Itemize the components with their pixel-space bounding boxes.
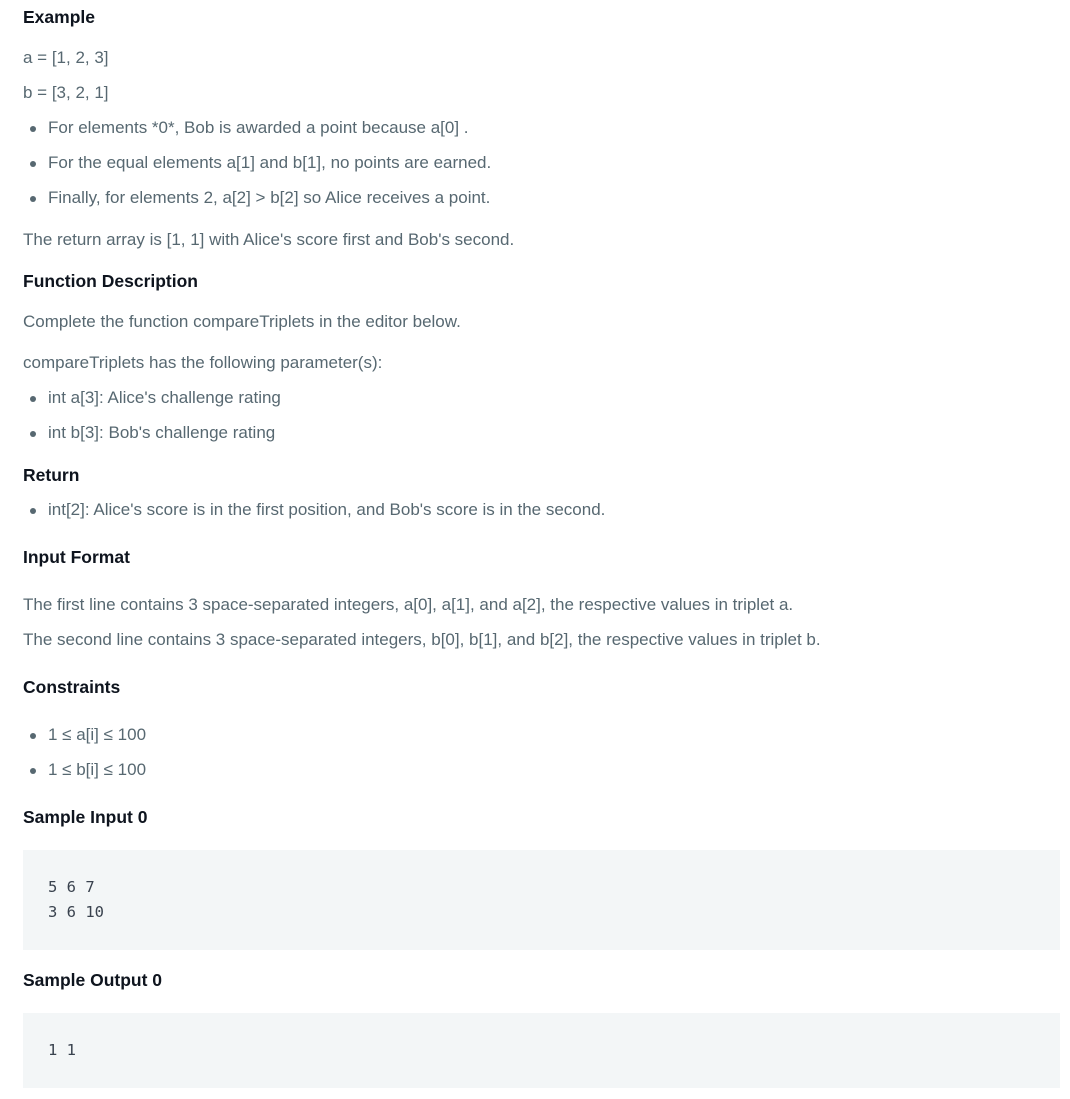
- list-item: 1 ≤ b[i] ≤ 100: [48, 760, 147, 779]
- list-item: Finally, for elements 2, a[2] > b[2] so Alice receives a point.: [48, 188, 491, 207]
- return-heading: Return: [23, 465, 80, 485]
- input-format-line: The second line contains 3 space-separated integers, b[0], b[1], and b[2], the respective values in triplet b.: [23, 630, 821, 649]
- sample-input-heading: Sample Input 0: [23, 807, 148, 827]
- example-a-line: a = [1, 2, 3]: [23, 48, 109, 67]
- sample-input-code: 5 6 7 3 6 10: [48, 878, 104, 921]
- list-item: For elements *0*, Bob is awarded a point because a[0] .: [48, 118, 469, 137]
- sample-output-heading: Sample Output 0: [23, 970, 163, 990]
- function-description-heading: Function Description: [23, 271, 198, 291]
- input-format-heading: Input Format: [23, 547, 130, 567]
- sample-output-code: 1 1: [48, 1041, 76, 1059]
- input-format-line: The first line contains 3 space-separated integers, a[0], a[1], and a[2], the respective values in triplet a.: [23, 595, 794, 614]
- sample-output-codeblock: [23, 1013, 1060, 1088]
- list-item: int b[3]: Bob's challenge rating: [48, 423, 276, 442]
- example-b-line: b = [3, 2, 1]: [23, 83, 109, 102]
- list-item: int a[3]: Alice's challenge rating: [48, 388, 281, 407]
- list-item: int[2]: Alice's score is in the first position, and Bob's score is in the second.: [48, 500, 606, 519]
- example-heading: Example: [23, 7, 95, 27]
- example-return-text: The return array is [1, 1] with Alice's score first and Bob's second.: [23, 230, 515, 249]
- params-intro: compareTriplets has the following parameter(s):: [23, 353, 383, 372]
- constraints-heading: Constraints: [23, 677, 121, 697]
- sample-input-codeblock: [23, 850, 1060, 950]
- list-item: For the equal elements a[1] and b[1], no points are earned.: [48, 153, 492, 172]
- function-description-text: Complete the function compareTriplets in the editor below.: [23, 312, 461, 331]
- list-item: 1 ≤ a[i] ≤ 100: [48, 725, 147, 744]
